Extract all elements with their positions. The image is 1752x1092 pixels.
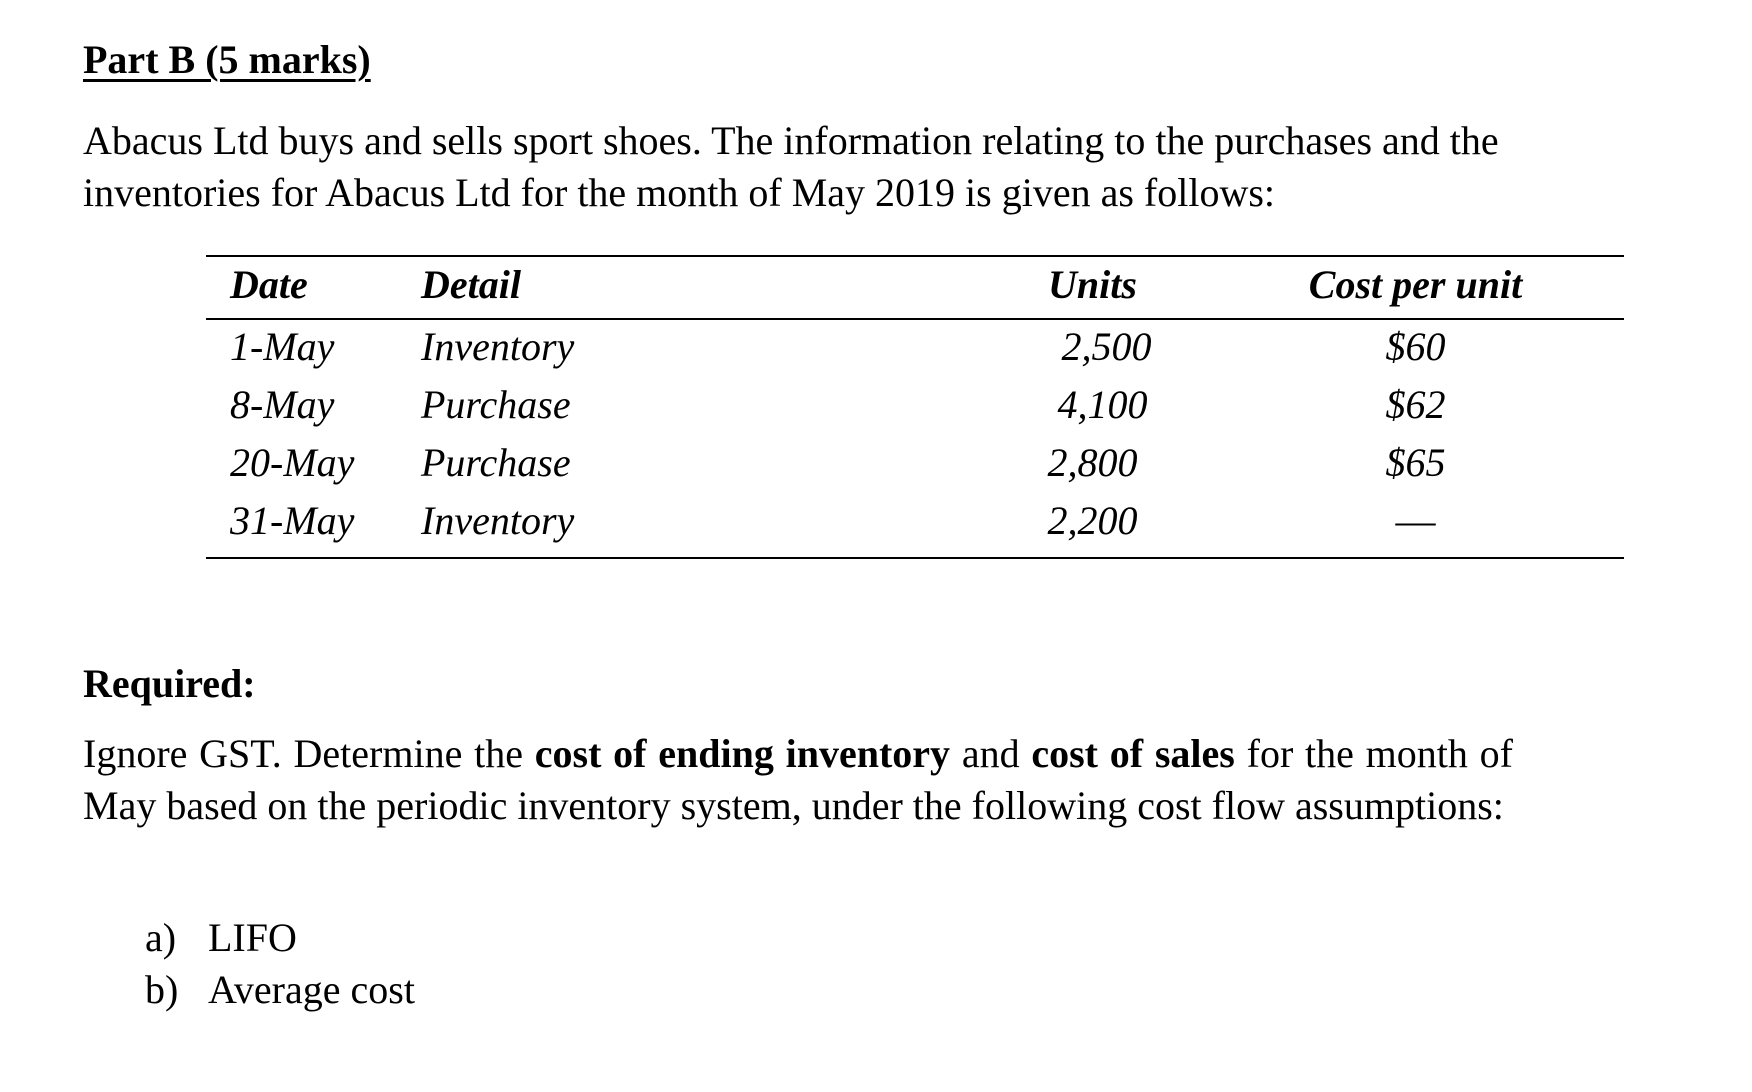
intro-line-1: Abacus Ltd buys and sells sport shoes. The information relating to the purchases and the bbox=[83, 118, 1499, 163]
task-text bbox=[83, 728, 1513, 832]
option-item bbox=[145, 964, 415, 1016]
row-4-cost: — bbox=[1395, 498, 1436, 543]
row-4-units: 2,200 bbox=[1047, 498, 1138, 543]
row-2-cost: $62 bbox=[1385, 382, 1446, 427]
option-marker: b) bbox=[145, 967, 179, 1012]
row-3-units: 2,800 bbox=[1047, 440, 1138, 485]
intro-line-2: inventories for Abacus Ltd for the month of May 2019 is given as follows: bbox=[83, 170, 1276, 215]
row-2-units: 4,100 bbox=[1057, 382, 1148, 427]
table-top-rule bbox=[206, 255, 1624, 257]
header-date: Date bbox=[230, 262, 308, 307]
row-1-date: 1-May bbox=[230, 324, 335, 369]
task-bold-ending-inventory: cost of ending inventory bbox=[534, 731, 951, 776]
inventory-table bbox=[206, 255, 1624, 560]
row-1-detail: Inventory bbox=[421, 324, 575, 369]
option-text: LIFO bbox=[208, 915, 297, 960]
header-cost-per-unit: Cost per unit bbox=[1308, 262, 1523, 307]
table-bottom-rule bbox=[206, 557, 1624, 559]
row-3-date: 20-May bbox=[230, 440, 355, 485]
option-marker: a) bbox=[145, 915, 177, 960]
task-bold-cost-of-sales: cost of sales bbox=[1031, 731, 1235, 776]
row-4-date: 31-May bbox=[230, 498, 355, 543]
required-label: Required: bbox=[83, 661, 256, 706]
header-units: Units bbox=[1048, 262, 1137, 307]
options-list bbox=[145, 912, 415, 1016]
row-2-detail: Purchase bbox=[421, 382, 571, 427]
option-item bbox=[145, 912, 415, 964]
section-heading: Part B (5 marks) bbox=[83, 37, 371, 82]
intro-paragraph bbox=[83, 115, 1583, 219]
row-3-detail: Purchase bbox=[421, 440, 571, 485]
row-4-detail: Inventory bbox=[421, 498, 575, 543]
row-1-cost: $60 bbox=[1385, 324, 1446, 369]
row-1-units: 2,500 bbox=[1061, 324, 1152, 369]
task-text-part-1: Ignore GST. Determine the bbox=[83, 731, 535, 776]
task-paragraph bbox=[83, 728, 1513, 832]
header-detail: Detail bbox=[421, 262, 521, 307]
row-2-date: 8-May bbox=[230, 382, 335, 427]
option-text: Average cost bbox=[208, 967, 415, 1012]
row-3-cost: $65 bbox=[1385, 440, 1446, 485]
task-text-part-3: for the month of May based on the periodic inventory system, under the following cost flow assumptions: bbox=[83, 731, 1513, 828]
task-text-part-2: and bbox=[950, 731, 1032, 776]
table-header-rule bbox=[206, 318, 1624, 320]
